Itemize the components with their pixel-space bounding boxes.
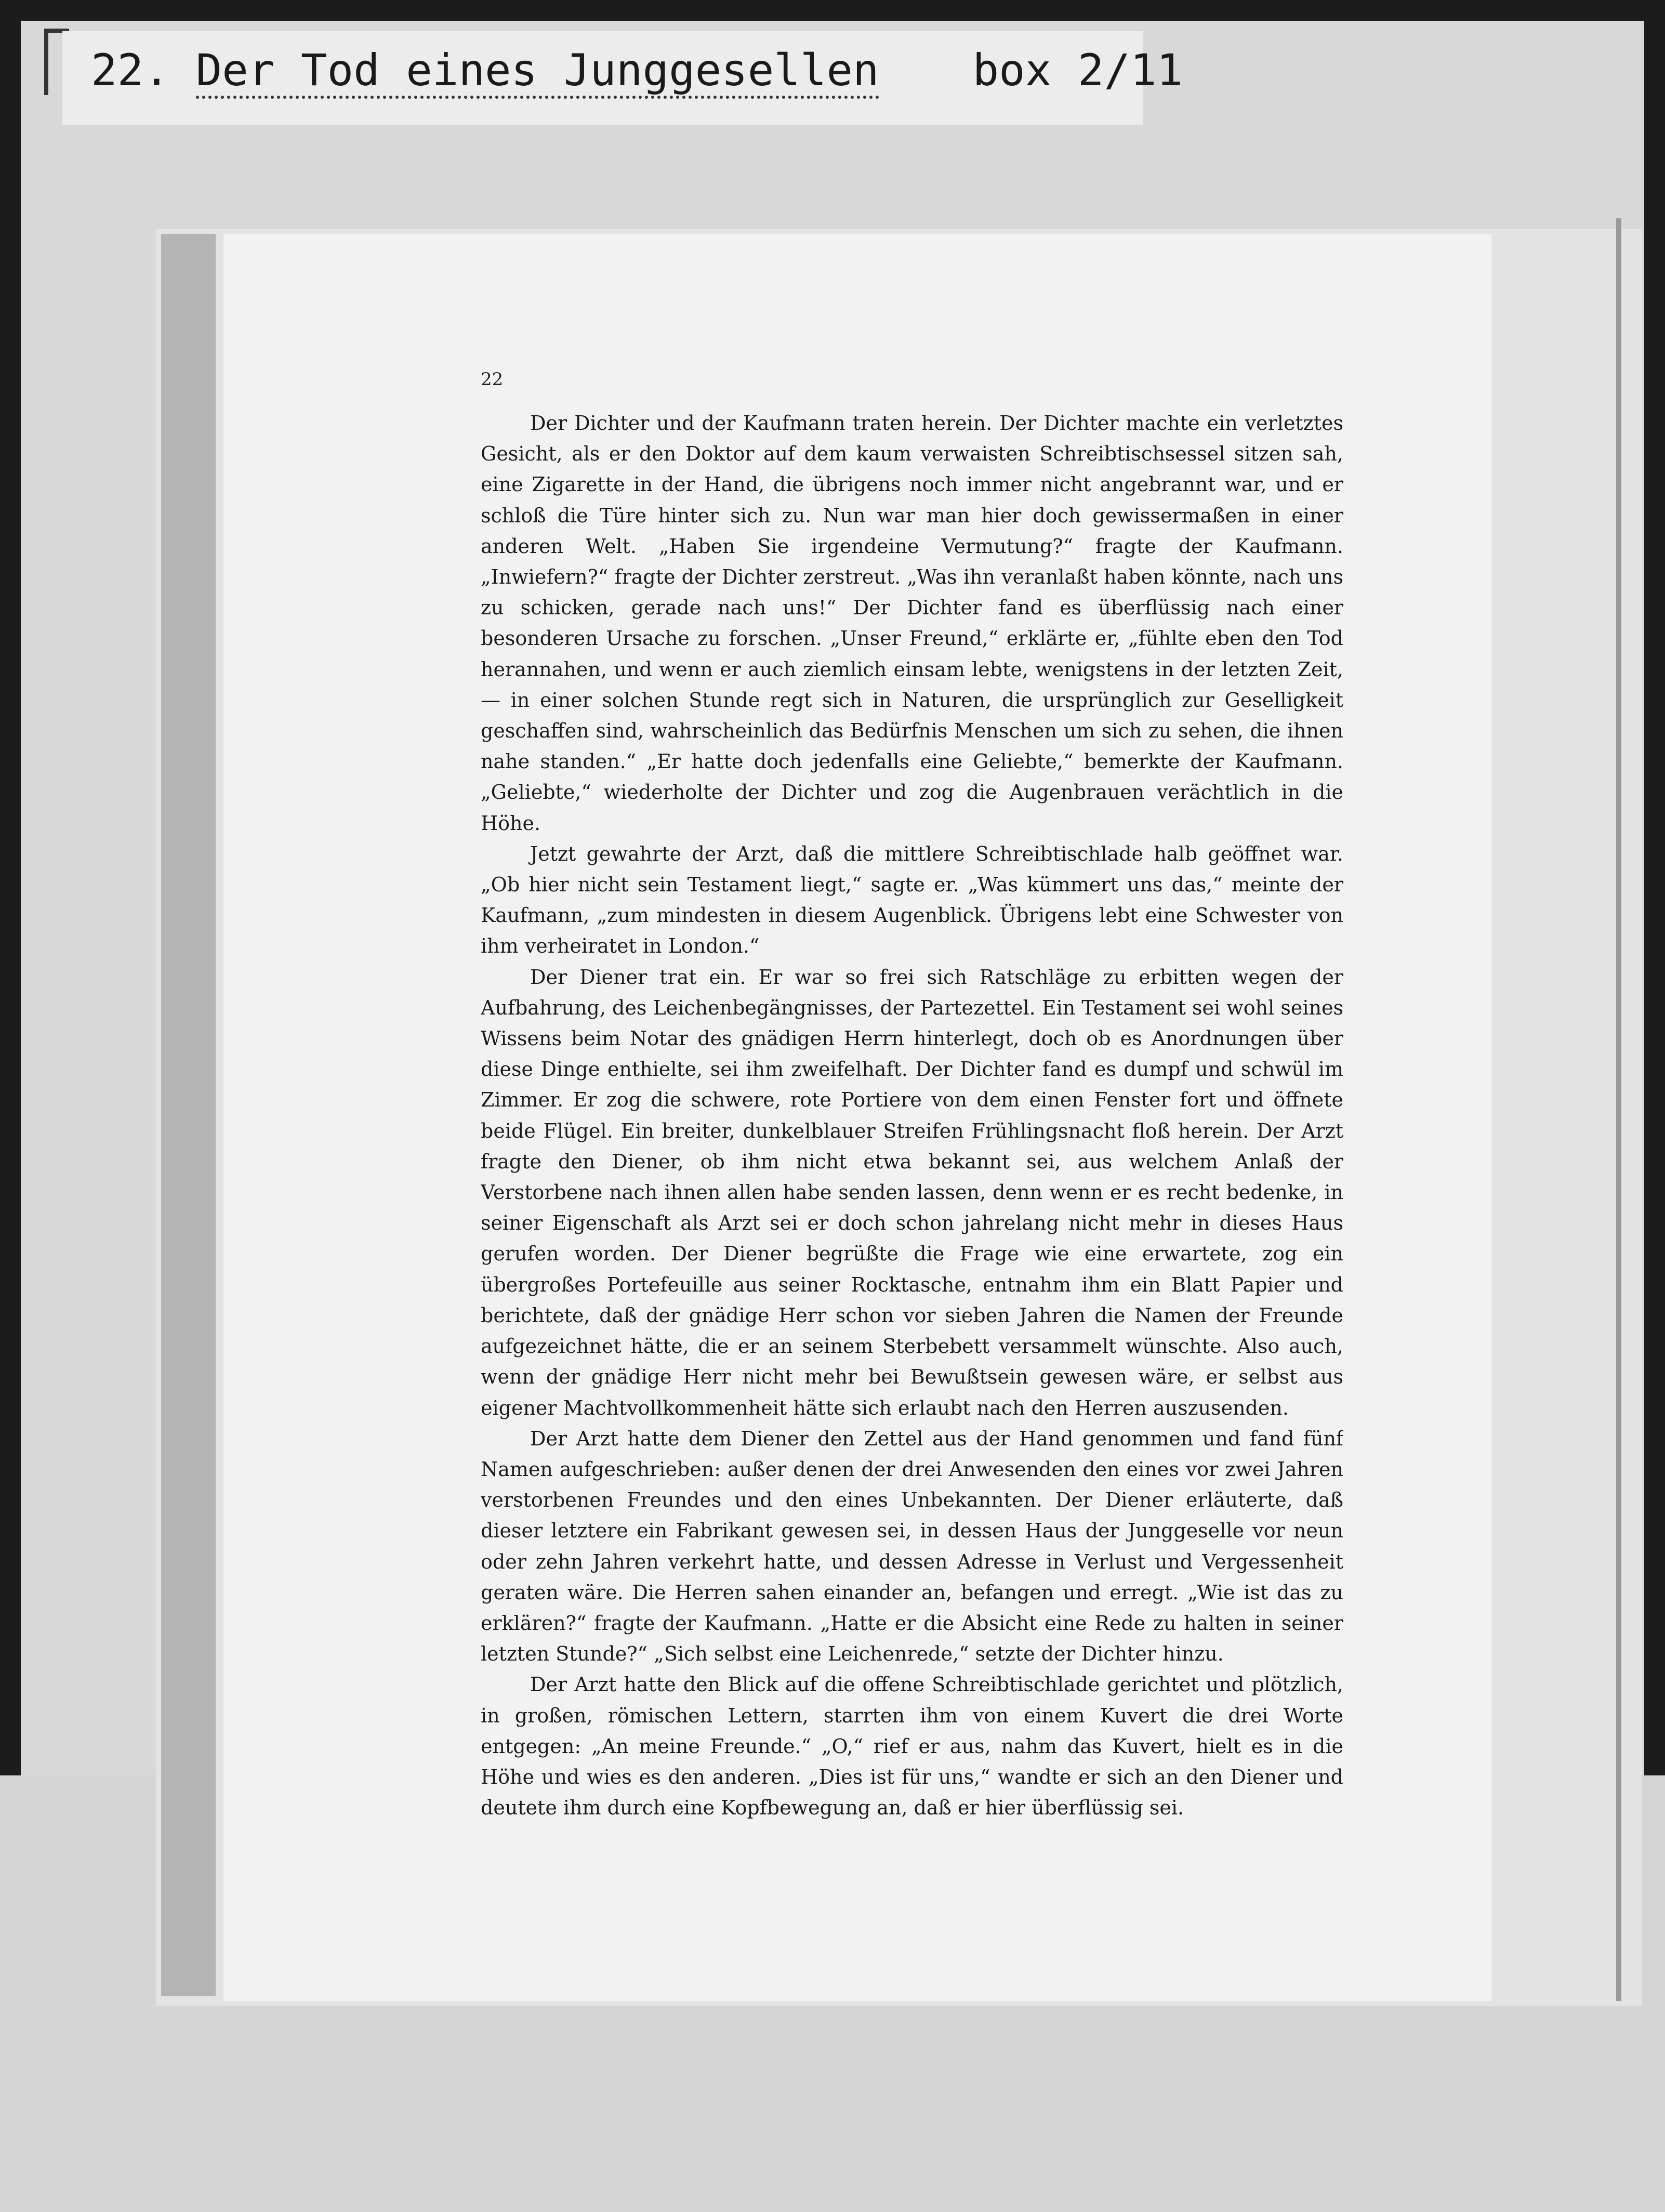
paragraph: Jetzt gewahrte der Arzt, daß die mittlere Schreibtischlade halb geöffnet war. „Ob hier nicht sein Testament liegt,“ sagte er. „Was kümmert uns das,“ meinte der Kaufmann, „zum mindesten in diesem Augenblick. Übrigens lebt eine Schwester von ihm verheiratet in London.“	[481, 842, 1343, 958]
mount-binding-strip	[161, 234, 216, 1996]
paragraph: Der Arzt hatte den Blick auf die offene Schreibtischlade gerichtet und plötzlich, in großen, römischen Lettern, starrten ihm von einem Kuvert die drei Worte entgegen: „An meine Freunde.“ „O,“ rief er aus, nahm das Kuvert, hielt es in die Höhe und wies es den anderen. „Dies ist für uns,“ wandte er sich an den Diener und deutete ihm durch eine Kopfbewegung an, daß er hier überflüssig sei.	[481, 1673, 1343, 1820]
mount-edge	[1616, 218, 1621, 2001]
archive-header	[91, 39, 1183, 101]
item-number: 22.	[91, 45, 170, 96]
paragraph: Der Diener trat ein. Er war so frei sich Ratschläge zu erbitten wegen der Aufbahrung, des Leichenbegängnisses, der Partezettel. Ein Testament sei wohl seines Wissens beim Notar des gnädigen Herrn hinterlegt, doch ob es Anordnungen über diese Dinge enthielte, sei ihm zweifelhaft. Der Dichter fand es dumpf und schwül im Zimmer. Er zog die schwere, rote Portiere von dem einen Fenster fort und öffnete beide Flügel. Ein breiter, dunkelblauer Streifen Frühlingsnacht floß herein. Der Arzt fragte den Diener, ob ihm nicht etwa bekannt sei, aus welchem Anlaß der Verstorbene nach ihnen allen habe senden lassen, denn wenn er es recht bedenke, in seiner Eigenschaft als Arzt sei er doch schon jahrelang nicht mehr in dieses Haus gerufen worden. Der Diener begrüßte die Frage wie eine erwartete, zog ein übergroßes Portefeuille aus seiner Rocktasche, entnahm ihm ein Blatt Papier und berichtete, daß der gnädige Herr schon vor sieben Jahren die Namen der Freunde aufgezeichnet hätte, die er an seinem Sterbebett versammelt wünschte. Also auch, wenn der gnädige Herr nicht mehr bei Bewußtsein gewesen wäre, er selbst aus eigener Machtvollkommenheit hätte sich erlaubt nach den Herren auszusenden.	[481, 965, 1343, 1419]
page-body	[481, 408, 1343, 1842]
paragraph: Der Arzt hatte dem Diener den Zettel aus der Hand genommen und fand fünf Namen aufgeschrieben: außer denen der drei Anwesenden den eines vor zwei Jahren verstorbenen Freundes und den eines Unbekannten. Der Diener erläuterte, daß dieser letztere ein Fabrikant gewesen sei, in dessen Haus der Junggeselle vor neun oder zehn Jahren verkehrt hatte, und dessen Adresse in Verlust und Vergessenheit geraten wäre. Die Herren sahen einander an, befangen und erregt. „Wie ist das zu erklären?“ fragte der Kaufmann. „Hatte er die Absicht eine Rede zu halten in seiner letzten Stunde?“ „Sich selbst eine Leichenrede,“ setzte der Dichter hinzu.	[481, 1427, 1343, 1666]
page-number: 22	[481, 369, 504, 390]
box-reference: box 2/11	[972, 45, 1183, 96]
work-title: Der Tod eines Junggesellen	[196, 45, 879, 99]
paragraph: Der Dichter und der Kaufmann traten herein. Der Dichter machte ein verletztes Gesicht, als er den Doktor auf dem kaum verwaisten Schreibtischsessel sitzen sah, eine Zigarette in der Hand, die übrigens noch immer nicht angebrannt war, und er schloß die Türe hinter sich zu. Nun war man hier doch gewissermaßen in einer anderen Welt. „Haben Sie irgendeine Vermutung?“ fragte der Kaufmann. „Inwiefern?“ fragte der Dichter zerstreut. „Was ihn veranlaßt haben könnte, nach uns zu schicken, gerade nach uns!“ Der Dichter fand es überflüssig nach einer besonderen Ursache zu forschen. „Unser Freund,“ erklärte er, „fühlte eben den Tod herannahen, und wenn er auch ziemlich einsam lebte, wenigstens in der letzten Zeit, — in einer solchen Stunde regt sich in Naturen, die ursprünglich zur Geselligkeit geschaffen sind, wahrscheinlich das Bedürfnis Menschen um sich zu sehen, die ihnen nahe standen.“ „Er hatte doch jedenfalls eine Geliebte,“ bemerkte der Kaufmann. „Geliebte,“ wiederholte der Dichter und zog die Augenbrauen verächtlich in die Höhe.	[481, 412, 1343, 835]
